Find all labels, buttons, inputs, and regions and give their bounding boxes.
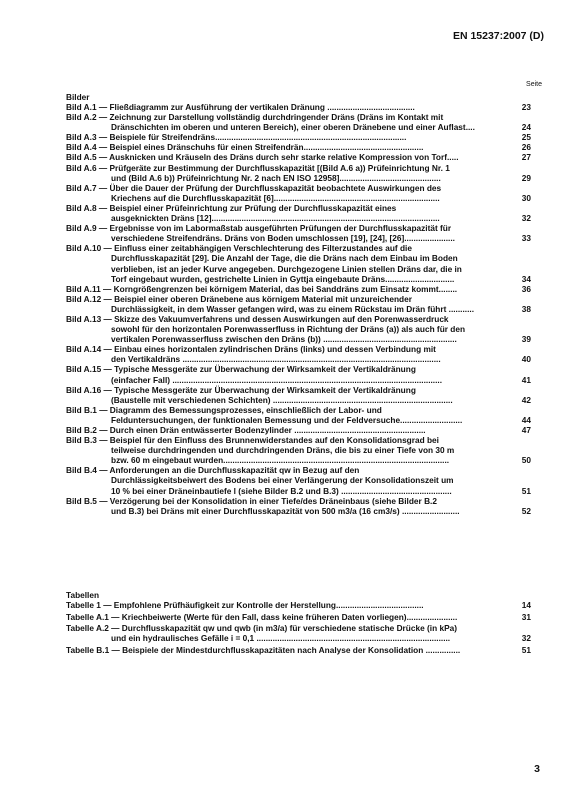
entry-page-number: 32 bbox=[521, 633, 531, 644]
entry-title-line: Bild A.6 — Prüfgeräte zur Bestimmung der Durchflusskapazität [(Bild A.6 a)) Prüfeinrichtung Nr. 1 bbox=[66, 162, 450, 173]
bilder-section-title: Bilder bbox=[66, 92, 90, 102]
entry-title-line: Bild B.3 — Beispiel für den Einfluss des Brunnenwiderstandes auf den Konsolidationsgrad bei bbox=[66, 435, 439, 446]
entry-page-number: 33 bbox=[521, 233, 531, 244]
entry-page-number: 41 bbox=[521, 374, 531, 385]
entry-page-number: 39 bbox=[521, 334, 531, 345]
entry-page-number: 44 bbox=[521, 414, 531, 425]
entry-continuation-line: und B.3) bei Dräns mit einer Durchflusskapazität von 500 m3/a (16 cm3/s) ......................... bbox=[111, 505, 460, 516]
bild-entry[interactable] bbox=[66, 314, 531, 344]
bilder-list bbox=[66, 102, 531, 516]
document-id-header: EN 15237:2007 (D) bbox=[452, 30, 544, 42]
entry-page-number: 32 bbox=[521, 213, 531, 224]
entry-page-number: 51 bbox=[521, 485, 531, 496]
entry-continuation-line: Torf eingebaut wurden, gestrichelte Linien in Gyttja eingebaute Dräns.............................. bbox=[111, 273, 455, 284]
entry-title-line: Bild A.8 — Beispiel einer Prüfeinrichtung zur Prüfung der Durchflusskapazität eines bbox=[66, 202, 397, 213]
bild-entry[interactable] bbox=[66, 405, 531, 425]
entry-title-line: Bild A.9 — Ergebnisse von im Labormaßstab ausgeführten Prüfungen der Durchflusskapazität für bbox=[66, 223, 452, 234]
bild-entry[interactable] bbox=[66, 163, 531, 183]
bild-entry[interactable] bbox=[66, 132, 531, 142]
entry-title-line: Tabelle B.1 — Beispiele der Mindestdurchflusskapazitäten nach Analyse der Konsolidation ............... bbox=[66, 645, 461, 656]
bild-entry[interactable] bbox=[66, 112, 531, 132]
entry-title-line: Bild B.1 — Diagramm des Bemessungsprozesses, einschließlich der Labor- und bbox=[66, 404, 382, 415]
entry-continuation-line: Kriechens auf die Durchflusskapazität [6]........................................................................ bbox=[111, 192, 440, 203]
entry-page-number: 14 bbox=[521, 600, 531, 610]
bild-entry[interactable] bbox=[66, 142, 531, 152]
page-number: 3 bbox=[534, 763, 540, 775]
entry-page-number: 26 bbox=[521, 142, 531, 153]
entry-page-number: 52 bbox=[521, 505, 531, 516]
entry-title-line: Bild A.7 — Über die Dauer der Prüfung der Durchflusskapazität beobachtete Auswirkungen des bbox=[66, 182, 442, 193]
entry-page-number: 50 bbox=[521, 455, 531, 466]
entry-page-number: 36 bbox=[521, 283, 531, 294]
tabelle-entry[interactable] bbox=[66, 600, 531, 610]
bild-entry[interactable] bbox=[66, 243, 531, 283]
entry-title-line: Bild A.13 — Skizze des Vakuumverfahrens und dessen Auswirkungen auf den Porenwasserdruck bbox=[66, 313, 449, 324]
entry-page-number: 23 bbox=[521, 102, 531, 112]
entry-continuation-line: Felduntersuchungen, der funktionalen Bemessung und der Feldversuche........................... bbox=[111, 414, 463, 425]
bild-entry[interactable] bbox=[66, 385, 531, 405]
entry-title-line: Bild B.5 — Verzögerung bei der Konsolidation in einer Tiefe/des Dräneinbaus (siehe Bilder B.2 bbox=[66, 495, 437, 506]
entry-title-line: Bild A.10 — Einfluss einer zeitabhängigen Verschlechterung des Filterzustandes auf die bbox=[66, 243, 412, 254]
bild-entry[interactable] bbox=[66, 203, 531, 223]
entry-title-line: Bild A.12 — Beispiel einer oberen Dränebene aus körnigem Material mit unzureichender bbox=[66, 293, 412, 304]
entry-continuation-line: Durchlässigkeitsbeiwert des Bodens bei einer Verlängerung der Konsolidationszeit um bbox=[111, 475, 454, 486]
entry-title-line: Bild A.3 — Beispiele für Streifendräns................................................................................... bbox=[66, 132, 407, 143]
entry-page-number: 30 bbox=[521, 192, 531, 203]
entry-continuation-line: teilweise durchdringenden und durchdringenden Dräns, die bis zu einer Tiefe von 30 m bbox=[111, 445, 455, 456]
bild-entry[interactable] bbox=[66, 102, 531, 112]
entry-title-line: Tabelle A.2 — Durchflusskapazität qw und qwb (in m3/a) für verschiedene statische Drücke (in kPa) bbox=[66, 623, 457, 634]
bild-entry[interactable] bbox=[66, 425, 531, 435]
tabelle-entry[interactable] bbox=[66, 612, 531, 622]
bild-entry[interactable] bbox=[66, 496, 531, 516]
entry-page-number: 51 bbox=[521, 645, 531, 656]
entry-title-line: Bild A.1 — Fließdiagramm zur Ausführung der vertikalen Dränung ...................................... bbox=[66, 102, 415, 112]
bild-entry[interactable] bbox=[66, 284, 531, 294]
entry-continuation-line: (Baustelle mit verschiedenen Schichten) .............................................................................. bbox=[111, 394, 453, 405]
tabellen-section-title: Tabellen bbox=[66, 590, 100, 600]
entry-title-line: Bild A.15 — Typische Messgeräte zur Überwachung der Wirksamkeit der Vertikaldränung bbox=[66, 364, 416, 375]
entry-continuation-line: (einfacher Fall) ..................................................................................................................... bbox=[111, 374, 443, 385]
entry-continuation-line: vertikalen Porenwasserfluss zwischen den Dräns (b)) .......................................................... bbox=[111, 334, 457, 345]
entry-title-line: Bild B.2 — Durch einen Drän entwässerter Bodenzylinder ......................................................... bbox=[66, 425, 426, 435]
entry-title-line: Bild A.16 — Typische Messgeräte zur Überwachung der Wirksamkeit der Vertikaldränung bbox=[66, 384, 416, 395]
entry-continuation-line: sowohl für den horizontalen Porenwasserfluss in Richtung der Dräns (a)) als auch für den bbox=[111, 324, 466, 335]
entry-page-number: 34 bbox=[521, 273, 531, 284]
entry-page-number: 38 bbox=[521, 303, 531, 314]
entry-page-number: 42 bbox=[521, 394, 531, 405]
bild-entry[interactable] bbox=[66, 364, 531, 384]
entry-page-number: 25 bbox=[521, 132, 531, 143]
seite-column-label: Seite bbox=[526, 81, 542, 88]
entry-continuation-line: bzw. 60 m eingebaut wurden.................................................................................................. bbox=[111, 455, 450, 466]
entry-continuation-line: verblieben, ist an jeder Kurve angegeben. Durchgezogene Linien stellen Dräns dar, die in bbox=[111, 263, 462, 274]
entry-page-number: 29 bbox=[521, 172, 531, 183]
entry-continuation-line: und (Bild A.6 b)) Prüfeinrichtung Nr. 2 nach EN ISO 12958]............................................ bbox=[111, 172, 441, 183]
tabelle-entry[interactable] bbox=[66, 645, 531, 655]
entry-title-line: Bild A.4 — Beispiel eines Dränschuhs für einen Streifendrän.................................................... bbox=[66, 142, 424, 153]
bild-entry[interactable] bbox=[66, 465, 531, 495]
tabellen-list bbox=[66, 600, 531, 657]
bild-entry[interactable] bbox=[66, 344, 531, 364]
bild-entry[interactable] bbox=[66, 435, 531, 465]
entry-continuation-line: Dränschichten im oberen und unteren Bereich), einer oberen Dränebene und einer Auflast.... bbox=[111, 122, 475, 133]
entry-page-number: 40 bbox=[521, 354, 531, 365]
bild-entry[interactable] bbox=[66, 223, 531, 243]
entry-continuation-line: den Vertikaldräns ................................................................................................................ bbox=[111, 354, 441, 365]
entry-title-line: Bild A.14 — Einbau eines horizontalen zylindrischen Dräns (links) und dessen Verbindung mit bbox=[66, 344, 436, 355]
entry-continuation-line: Durchflusskapazität [29]. Die Anzahl der Tage, die die Dräns nach dem Einbau im Boden bbox=[111, 253, 458, 264]
entry-title-line: Bild A.2 — Zeichnung zur Darstellung vollständig durchdringender Dräns (Dräns im Kontakt mit bbox=[66, 112, 444, 123]
bild-entry[interactable] bbox=[66, 183, 531, 203]
entry-continuation-line: und ein hydraulisches Gefälle i = 0,1 .................................................................................... bbox=[111, 633, 451, 644]
entry-continuation-line: verschiedene Streifendräns. Dräns von Boden umschlossen [19], [24], [26]...................... bbox=[111, 233, 455, 244]
bild-entry[interactable] bbox=[66, 294, 531, 314]
bild-entry[interactable] bbox=[66, 152, 531, 162]
entry-title-line: Bild A.5 — Ausknicken und Kräuseln des Dräns durch sehr starke relative Kompression von Torf..... bbox=[66, 152, 459, 163]
entry-page-number: 31 bbox=[521, 611, 531, 622]
entry-title-line: Tabelle A.1 — Kriechbeiwerte (Werte für den Fall, dass keine früheren Daten vorliegen)...................... bbox=[66, 611, 458, 622]
entry-page-number: 27 bbox=[521, 152, 531, 163]
entry-continuation-line: Durchlässigkeit, in dem Wasser gefangen wird, was zu einem Rückstau im Drän führt ........... bbox=[111, 303, 475, 314]
entry-page-number: 24 bbox=[521, 122, 531, 133]
entry-continuation-line: ausgeknickten Dräns [12]................................................................................................... bbox=[111, 213, 440, 224]
tabelle-entry[interactable] bbox=[66, 623, 531, 643]
entry-continuation-line: 10 % bei einer Dräneinbautiefe l (siehe Bilder B.2 und B.3) ................................................ bbox=[111, 485, 452, 496]
entry-title-line: Bild A.11 — Korngrößengrenzen bei körnigem Material, das bei Sanddräns zum Einsatz kommt........ bbox=[66, 283, 458, 294]
entry-title-line: Tabelle 1 — Empfohlene Prüfhäufigkeit zur Kontrolle der Herstellung...................................... bbox=[66, 600, 424, 610]
entry-page-number: 47 bbox=[521, 425, 531, 435]
entry-title-line: Bild B.4 — Anforderungen an die Durchflusskapazität qw in Bezug auf den bbox=[66, 465, 360, 476]
